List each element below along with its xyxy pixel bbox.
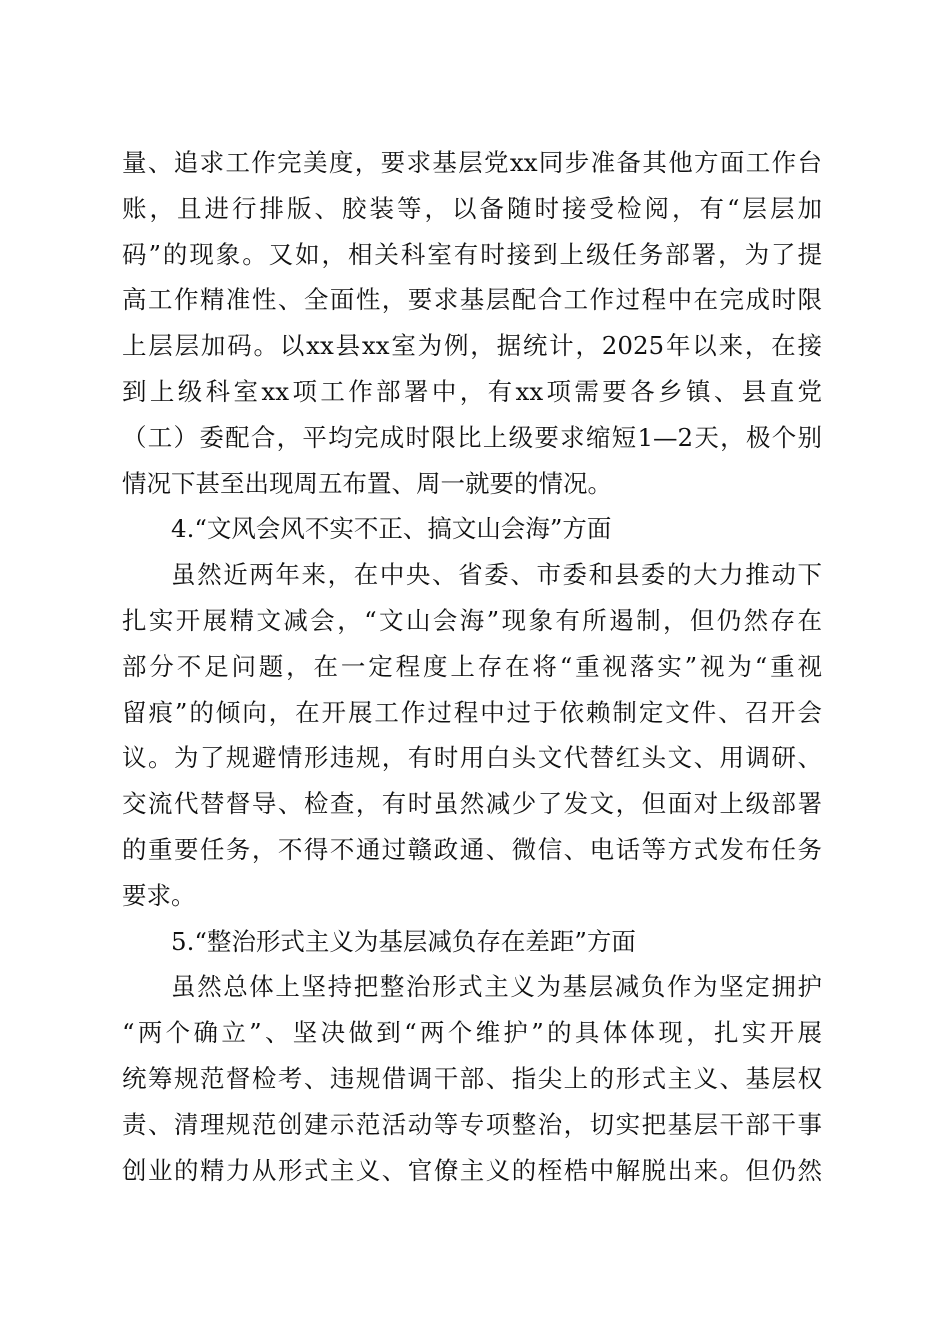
body-line: 上层层加码。以xx县xx室为例，据统计，2025年以来，在接 — [122, 331, 822, 361]
section-heading-5: 5.“整治形式主义为基层减负存在差距”方面 — [171, 926, 636, 956]
body-line: 量、追求工作完美度，要求基层党xx同步准备其他方面工作台 — [122, 148, 822, 177]
body-line: （工）委配合，平均完成时限比上级要求缩短1—2天，极个别 — [122, 422, 822, 452]
body-line: “两个确立”、坚决做到“两个维护”的具体体现，扎实开展 — [122, 1018, 822, 1048]
body-line: 统筹规范督检考、违规借调干部、指尖上的形式主义、基层权 — [122, 1063, 822, 1093]
body-line: 的重要任务，不得不通过赣政通、微信、电话等方式发布任务 — [122, 834, 822, 864]
document-body — [122, 140, 822, 1193]
body-line: 账，且进行排版、胶装等，以备随时接受检阅，有“层层加 — [122, 193, 822, 223]
body-line: 责、清理规范创建示范活动等专项整治，切实把基层干部干事 — [122, 1109, 822, 1139]
body-line: 创业的精力从形式主义、官僚主义的桎梏中解脱出来。但仍然 — [122, 1155, 822, 1185]
body-line: 部分不足问题，在一定程度上存在将“重视落实”视为“重视 — [122, 651, 822, 681]
body-line: 虽然总体上坚持把整治形式主义为基层减负作为坚定拥护 — [171, 972, 822, 1002]
body-line: 虽然近两年来，在中央、省委、市委和县委的大力推动下 — [171, 560, 822, 590]
body-line: 码”的现象。又如，相关科室有时接到上级任务部署，为了提 — [122, 239, 822, 269]
body-line: 要求。 — [122, 880, 196, 910]
body-line: 高工作精准性、全面性，要求基层配合工作过程中在完成时限 — [122, 285, 822, 315]
body-line: 情况下甚至出现周五布置、周一就要的情况。 — [122, 468, 612, 498]
body-line: 到上级科室xx项工作部署中，有xx项需要各乡镇、县直党 — [122, 376, 822, 406]
body-line: 扎实开展精文减会，“文山会海”现象有所遏制，但仍然存在 — [122, 605, 822, 635]
body-line: 议。为了规避情形违规，有时用白头文代替红头文、用调研、 — [122, 743, 822, 773]
body-line: 交流代替督导、检查，有时虽然减少了发文，但面对上级部署 — [122, 789, 822, 819]
section-heading-4: 4.“文风会风不实不正、搞文山会海”方面 — [171, 514, 612, 544]
body-line: 留痕”的倾向，在开展工作过程中过于依赖制定文件、召开会 — [122, 697, 822, 727]
